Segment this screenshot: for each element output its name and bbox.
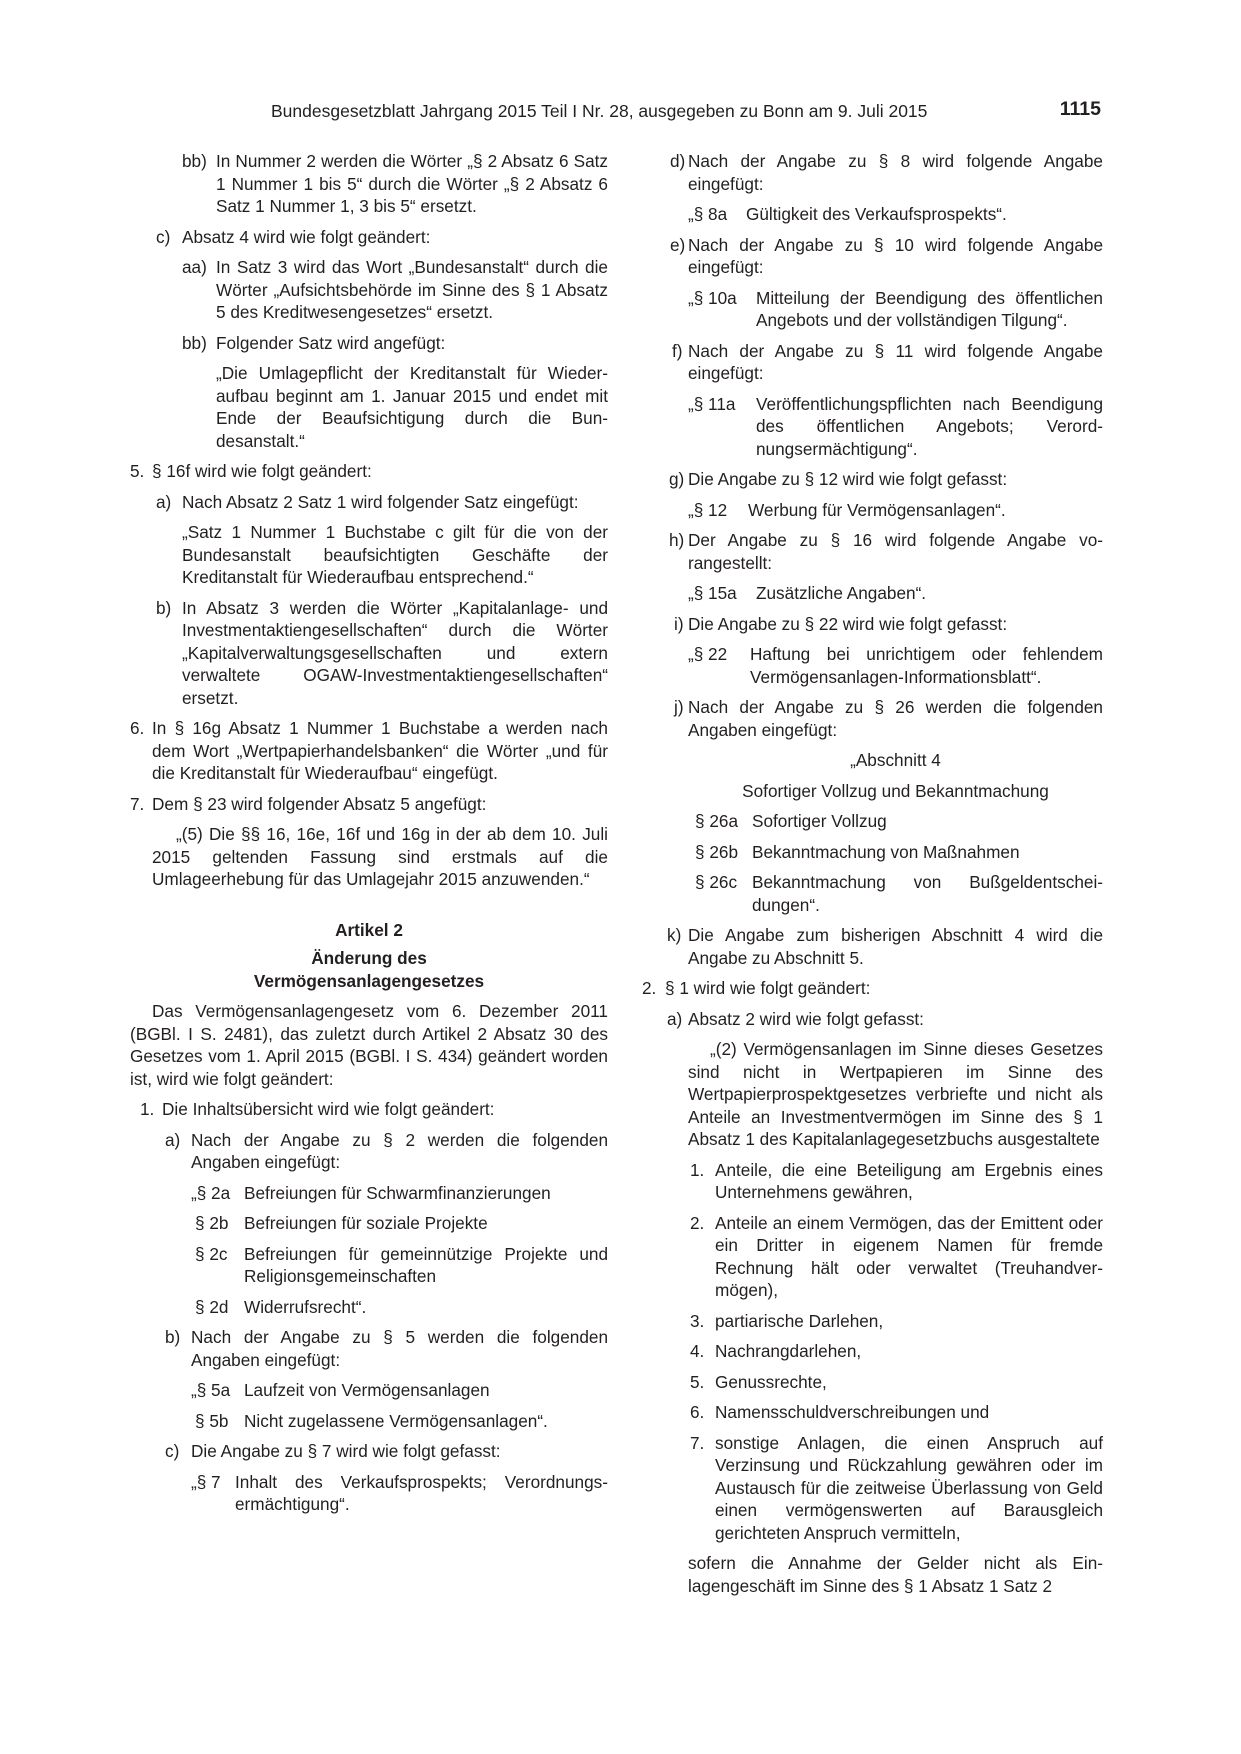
entry-26a bbox=[645, 810, 1103, 833]
item-text: Nach der Angabe zu § 2 werden die folgenden Angaben eingefügt: bbox=[191, 1129, 608, 1172]
item-label: 7. bbox=[130, 793, 145, 814]
item-label: k) bbox=[667, 925, 682, 945]
item-label: 6. bbox=[690, 1402, 705, 1422]
entry-value: Befreiungen für soziale Projekte bbox=[244, 1213, 488, 1233]
item-text: § 16f wird wie folgt geändert: bbox=[152, 461, 372, 481]
item-text: § 1 wird wie folgt geändert: bbox=[665, 978, 871, 998]
left-column bbox=[130, 150, 608, 1524]
item-text: Die Angabe zu § 12 wird wie folgt gefasst: bbox=[688, 469, 1008, 489]
item-e bbox=[645, 234, 1103, 279]
item-label: a) bbox=[165, 1129, 181, 1150]
item-text: Die Angabe zu § 7 wird wie folgt gefasst: bbox=[191, 1441, 501, 1461]
entry-26c bbox=[645, 871, 1103, 916]
list-item bbox=[645, 1212, 1103, 1302]
entry-value: Befreiungen für gemeinnützige Projekte und Religionsgemeinschaften bbox=[244, 1243, 608, 1286]
entry-value: Mitteilung der Beendigung des öffentlichen Angebots und der vollständigen Tilgung“. bbox=[756, 287, 1103, 330]
item-label: bb) bbox=[182, 332, 207, 353]
item-text: In § 16g Absatz 1 Nummer 1 Buchstabe a werden nach dem Wort „Wertpapierhandelsbanken“ die Wörter „und für die Kreditanstalt für Wiederaufbau“ eingefügt. bbox=[152, 718, 608, 783]
item-text: Nach der Angabe zu § 10 wird folgende Angabe eingefügt: bbox=[688, 234, 1103, 277]
item-aa bbox=[130, 256, 608, 324]
list-item bbox=[645, 1310, 1103, 1333]
item-text: Die Inhaltsübersicht wird wie folgt geändert: bbox=[162, 1099, 495, 1119]
entry-2c bbox=[130, 1243, 608, 1288]
entry-key: „§ 8a bbox=[688, 204, 728, 224]
item-d bbox=[645, 150, 1103, 195]
item-1c bbox=[130, 1440, 608, 1463]
item-c bbox=[130, 226, 608, 249]
list-item bbox=[645, 1340, 1103, 1363]
item-label: 4. bbox=[690, 1341, 705, 1361]
entry-key: § 2c bbox=[195, 1243, 228, 1264]
quote-absatz2: „(2) Vermögensanlagen im Sinne dieses Gesetzes sind nicht in Wertpapieren im Sinne des Wertpapierprospektgesetzes verbriefte und nicht als Anteile an Investmentvermögen im Sinne des § 1 Absatz 1 des Kapitalanlagegesetzbuchs ausgestaltete bbox=[688, 1039, 1103, 1149]
item-label: 5. bbox=[130, 461, 145, 481]
list-item bbox=[645, 1401, 1103, 1424]
item-label: a) bbox=[156, 491, 172, 512]
entry-key: „§ 15a bbox=[688, 583, 737, 603]
item-text: Folgender Satz wird angefügt: bbox=[216, 332, 446, 353]
list-item bbox=[645, 1432, 1103, 1545]
entry-value: Nicht zugelassene Vermögensanlagen“. bbox=[244, 1410, 548, 1431]
quote-absatz5: „(5) Die §§ 16, 16e, 16f und 16g in der ab dem 10. Juli 2015 geltenden Fassung sind erstmals auf die Umlageerhebung für das Umlagejahr 2015 anzuwenden.“ bbox=[152, 824, 608, 889]
item-2 bbox=[642, 977, 1103, 1000]
item-text: Nach der Angabe zu § 11 wird folgende Angabe eingefügt: bbox=[688, 340, 1103, 383]
item-6 bbox=[130, 717, 608, 785]
item-label: 2. bbox=[642, 978, 657, 998]
item-2a bbox=[645, 1008, 1103, 1031]
entry-value: Laufzeit von Vermögensanlagen bbox=[244, 1380, 490, 1400]
item-label: 7. bbox=[690, 1432, 705, 1453]
item-text: Nach Absatz 2 Satz 1 wird folgender Satz eingefügt: bbox=[182, 491, 579, 512]
list-item bbox=[645, 1159, 1103, 1204]
item-1 bbox=[130, 1098, 608, 1121]
item-label: j) bbox=[674, 697, 684, 717]
entry-key: § 26c bbox=[695, 872, 738, 892]
quote-umlagepflicht: „Die Umlagepflicht der Kreditanstalt für Wiederaufbau beginnt am 1. Januar 2015 und endet mit Ende der Beaufsichtigung durch die Bundesanstalt.“ bbox=[216, 363, 608, 451]
definition-list bbox=[645, 1159, 1103, 1545]
item-text: partiarische Darlehen, bbox=[715, 1310, 884, 1331]
item-text: Anteile, die eine Beteiligung am Ergebnis eines Unternehmens gewähren, bbox=[715, 1159, 1103, 1202]
item-label: g) bbox=[669, 469, 685, 489]
entry-5b bbox=[130, 1410, 608, 1433]
entry-5a bbox=[130, 1379, 608, 1402]
item-text: sonstige Anlagen, die einen Anspruch auf Verzinsung und Rückzahlung gewähren oder im Austausch für die zeitweise Überlassung von Geld einen vermögenswerten auf Barausgleich gerichteten Anspruch vermitteln, bbox=[715, 1432, 1103, 1543]
item-label: h) bbox=[669, 530, 685, 550]
item-5 bbox=[130, 460, 608, 483]
item-1b bbox=[130, 1326, 608, 1371]
item-bb-1 bbox=[130, 150, 608, 218]
entry-value: Haftung bei unrichtigem oder fehlendem Vermögensanlagen-Informationsblatt“. bbox=[750, 644, 1103, 687]
list-item bbox=[645, 1371, 1103, 1394]
item-label: c) bbox=[156, 226, 171, 247]
item-f bbox=[645, 340, 1103, 385]
item-label: c) bbox=[165, 1441, 180, 1461]
item-text: Dem § 23 wird folgender Absatz 5 angefügt: bbox=[152, 793, 487, 814]
entry-value: Befreiungen für Schwarmfinanzierungen bbox=[244, 1182, 551, 1203]
item-label: 3. bbox=[690, 1310, 705, 1331]
entry-key: § 2d bbox=[195, 1296, 229, 1317]
entry-value: Bekanntmachung von Bußgeldentscheidungen“. bbox=[752, 872, 1103, 915]
item-h bbox=[645, 529, 1103, 574]
item-k bbox=[645, 924, 1103, 969]
item-text: Nach der Angabe zu § 8 wird folgende Angabe eingefügt: bbox=[688, 151, 1103, 194]
entry-22 bbox=[645, 643, 1103, 688]
entry-15a bbox=[645, 582, 1103, 605]
article-subtitle-2: Vermögensanlagengesetzes bbox=[253, 970, 485, 991]
item-text: Nachrangdarlehen, bbox=[715, 1341, 862, 1361]
item-text: In Satz 3 wird das Wort „Bundesanstalt“ durch die Wörter „Aufsichtsbehörde im Sinne des § 1 Absatz 5 des Kreditwesengesetzes“ ersetzt. bbox=[216, 257, 608, 322]
item-label: b) bbox=[156, 597, 172, 618]
entry-key: „§ 22 bbox=[688, 644, 728, 664]
item-text: Nach der Angabe zu § 5 werden die folgenden Angaben eingefügt: bbox=[191, 1327, 608, 1370]
entry-value: Inhalt des Verkaufsprospekts; Verordnungsermächtigung“. bbox=[235, 1471, 608, 1514]
item-7 bbox=[130, 793, 608, 816]
item-1a bbox=[130, 1129, 608, 1174]
entry-2a bbox=[130, 1182, 608, 1205]
item-i bbox=[645, 613, 1103, 636]
entry-key: „§ 7 bbox=[191, 1471, 221, 1492]
entry-value: Werbung für Vermögensanlagen“. bbox=[748, 499, 1006, 520]
entry-11a bbox=[645, 393, 1103, 461]
item-text: Absatz 4 wird wie folgt geändert: bbox=[182, 226, 431, 247]
entry-8a bbox=[645, 203, 1103, 226]
entry-value: Veröffentlichungspflichten nach Beendigung des öffentlichen Angebots; Verordnungsermächtigung“. bbox=[756, 393, 1103, 459]
abschnitt-title: „Abschnitt 4 bbox=[850, 750, 941, 770]
header-text: Bundesgesetzblatt Jahrgang 2015 Teil I Nr. 28, ausgegeben zu Bonn am 9. Juli 2015 bbox=[271, 101, 928, 121]
item-label: a) bbox=[667, 1008, 683, 1029]
entry-10a bbox=[645, 287, 1103, 332]
right-column bbox=[642, 150, 1103, 1605]
entry-value: Widerrufsrecht“. bbox=[244, 1296, 367, 1317]
item-5a bbox=[130, 491, 608, 514]
article-title: Artikel 2 bbox=[335, 919, 403, 940]
entry-value: Gültigkeit des Verkaufsprospekts“. bbox=[746, 204, 1007, 224]
item-label: 6. bbox=[130, 718, 145, 738]
item-label: 1. bbox=[690, 1159, 705, 1180]
entry-key: „§ 11a bbox=[688, 393, 736, 414]
item-label: aa) bbox=[182, 257, 207, 277]
article-intro: Das Vermögensanlagengesetz vom 6. Dezember 2011 (BGBl. I S. 2481), das zuletzt durch Artikel 2 Absatz 30 des Gesetzes vom 1. April 2015 (BGBl. I S. 434) geändert worden ist, wird wie folgt geändert: bbox=[130, 1001, 608, 1089]
entry-12 bbox=[645, 499, 1103, 522]
entry-value: Zusätzliche Angaben“. bbox=[756, 583, 927, 603]
item-g bbox=[645, 468, 1103, 491]
item-label: 2. bbox=[690, 1212, 705, 1233]
entry-key: „§ 5a bbox=[191, 1380, 231, 1400]
item-text: In Nummer 2 werden die Wörter „§ 2 Absatz 6 Satz 1 Nummer 1 bis 5“ durch die Wörter „§ 2 Absatz 6 Satz 1 Nummer 1, 3 bis 5“ ersetzt. bbox=[216, 151, 608, 216]
quote-satz1: „Satz 1 Nummer 1 Buchstabe c gilt für die von der Bundesanstalt beaufsichtigten Geschäfte der Kreditanstalt für Wiederaufbau entsprechend.“ bbox=[182, 522, 608, 587]
item-text: In Absatz 3 werden die Wörter „Kapitalanlage- und Investmentaktiengesellschaften“ durch die Wörter „Kapitalverwaltungsgesellschaften und extern verwaltete OGAW-Investmentaktiengesellschaften“ ersetzt. bbox=[182, 597, 608, 708]
item-label: f) bbox=[672, 340, 683, 361]
closing-text: sofern die Annahme der Gelder nicht als Einlagengeschäft im Sinne des § 1 Absatz 1 Satz 2 bbox=[688, 1553, 1103, 1596]
entry-key: § 2b bbox=[195, 1213, 229, 1233]
entry-key: § 26b bbox=[695, 841, 739, 862]
article-subtitle-1: Änderung des bbox=[311, 948, 427, 968]
entry-key: § 26a bbox=[695, 811, 739, 831]
item-text: Anteile an einem Vermögen, das der Emittent oder ein Dritter in eigenem Namen für fremde Rechnung hält oder verwaltet (Treuhandvermögen), bbox=[715, 1212, 1103, 1300]
item-label: 5. bbox=[690, 1371, 705, 1392]
entry-7 bbox=[130, 1471, 608, 1516]
item-label: b) bbox=[165, 1327, 181, 1347]
entry-value: Sofortiger Vollzug bbox=[752, 811, 887, 831]
item-label: d) bbox=[670, 151, 686, 171]
entry-key: „§ 10a bbox=[688, 287, 737, 308]
item-text: Absatz 2 wird wie folgt gefasst: bbox=[688, 1008, 924, 1029]
abschnitt-subtitle: Sofortiger Vollzug und Bekanntmachung bbox=[742, 780, 1049, 801]
page-number: 1115 bbox=[1059, 98, 1101, 120]
entry-key: „§ 12 bbox=[688, 499, 728, 520]
item-label: 1. bbox=[140, 1099, 155, 1119]
item-text: Die Angabe zu § 22 wird wie folgt gefasst: bbox=[688, 613, 1008, 634]
entry-key: § 5b bbox=[195, 1410, 229, 1431]
entry-value: Bekanntmachung von Maßnahmen bbox=[752, 841, 1020, 862]
item-text: Namensschuldverschreibungen und bbox=[715, 1402, 990, 1422]
entry-2b bbox=[130, 1212, 608, 1235]
item-text: Genussrechte, bbox=[715, 1371, 827, 1392]
entry-2d bbox=[130, 1296, 608, 1319]
page-header bbox=[271, 100, 1101, 124]
item-text: Der Angabe zu § 16 wird folgende Angabe vorangestellt: bbox=[688, 530, 1103, 573]
item-bb-2 bbox=[130, 332, 608, 355]
entry-key: „§ 2a bbox=[191, 1182, 231, 1203]
item-label: bb) bbox=[182, 151, 207, 171]
item-label: i) bbox=[674, 613, 684, 634]
item-text: Die Angabe zum bisherigen Abschnitt 4 wird die Angabe zu Abschnitt 5. bbox=[688, 925, 1103, 968]
item-text: Nach der Angabe zu § 26 werden die folgenden Angaben eingefügt: bbox=[688, 697, 1103, 740]
item-label: e) bbox=[670, 234, 686, 255]
entry-26b bbox=[645, 841, 1103, 864]
item-5b bbox=[130, 597, 608, 710]
item-j bbox=[645, 696, 1103, 741]
